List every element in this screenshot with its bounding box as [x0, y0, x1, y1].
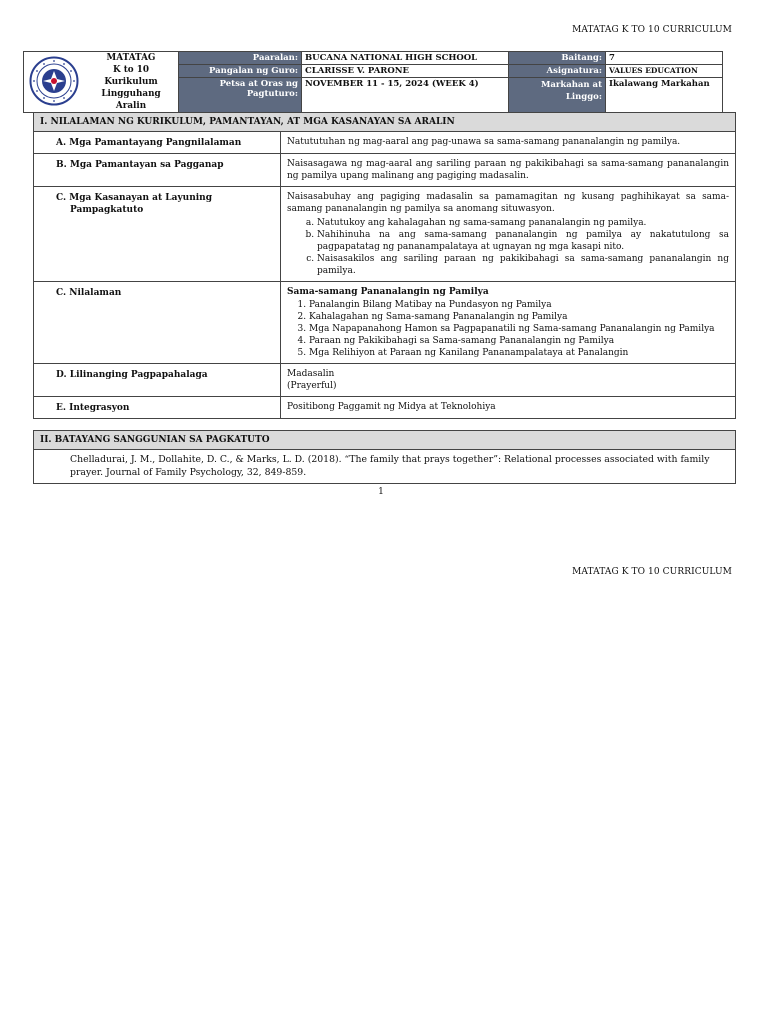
reference-entry: Chelladurai, J. M., Dollahite, D. C., & Marks, L. D. (2018). “The family that prays together”: Relational processes associated with family prayer. Journal of Family Psychology, 32, 849-859. — [34, 450, 736, 484]
asignatura-label: Asignatura: — [509, 65, 606, 78]
row-d-value — [281, 364, 736, 397]
row-nilalaman-label: C. Nilalaman — [34, 282, 281, 364]
list-item: c. Naisasakilos ang sariling paraan ng pakikibahagi sa sama-samang pananalangin ng pamilya. — [317, 253, 729, 277]
value-translation: (Prayerful) — [287, 381, 337, 391]
topics-list — [287, 299, 729, 359]
markahan-value: Ikalawang Markahan — [606, 78, 723, 113]
plan-title-line2: K to 10 Kurikulum — [104, 65, 158, 87]
running-header-page2: MATATAG K TO 10 CURRICULUM — [572, 567, 732, 577]
petsa-value: NOVEMBER 11 - 15, 2024 (WEEK 4) — [302, 78, 509, 113]
section1-heading: I. NILALAMAN NG KURIKULUM, PAMANTAYAN, AT MGA KASANAYAN SA ARALIN — [34, 113, 736, 132]
deped-seal-icon — [29, 56, 79, 106]
markahan-label: Markahan at Linggo: — [509, 78, 606, 113]
plan-title-line3: Lingguhang Aralin — [101, 89, 161, 111]
plan-title-line1: MATATAG — [106, 53, 156, 63]
row-c-value — [281, 187, 736, 282]
row-b-label: B. Mga Pamantayan sa Pagganap — [34, 154, 281, 187]
running-header: MATATAG K TO 10 CURRICULUM — [572, 25, 732, 35]
list-item: a. Natutukoy ang kahalagahan ng sama-samang pananalangin ng pamilya. — [317, 217, 729, 229]
objectives-list — [287, 217, 729, 277]
list-item: 1. Panalangin Bilang Matibay na Pundasyon ng Pamilya — [309, 299, 729, 311]
references-table — [33, 430, 736, 484]
nilalaman-title: Sama-samang Pananalangin ng Pamilya — [287, 287, 489, 297]
row-c-intro: Naisasabuhay ang pagiging madasalin sa pamamagitan ng kusang paghihikayat sa sama-samang pananalangin ng pamilya sa anomang situwasyon. — [287, 192, 729, 214]
list-item: 3. Mga Napapanahong Hamon sa Pagpapanatili ng Sama-samang Pananalangin ng Pamilya — [309, 323, 729, 335]
paaralan-value: BUCANA NATIONAL HIGH SCHOOL — [302, 52, 509, 65]
deped-seal — [24, 52, 85, 113]
list-item: 2. Kahalagahan ng Sama-samang Pananalangin ng Pamilya — [309, 311, 729, 323]
page-number: 1 — [378, 487, 384, 497]
row-d-label: D. Lilinanging Pagpapahalaga — [34, 364, 281, 397]
row-a-value: Natututuhan ng mag-aaral ang pag-unawa sa sama-samang pananalangin ng pamilya. — [281, 132, 736, 154]
baitang-value: 7 — [606, 52, 723, 65]
list-item: 5. Mga Relihiyon at Paraan ng Kanilang Pananampalataya at Panalangin — [309, 347, 729, 359]
list-item: 4. Paraan ng Pakikibahagi sa Sama-samang Pananalangin ng Pamilya — [309, 335, 729, 347]
row-e-value: Positibong Paggamit ng Midya at Teknolohiya — [281, 397, 736, 419]
row-c-label — [34, 187, 281, 282]
row-nilalaman-value — [281, 282, 736, 364]
petsa-label: Petsa at Oras ng Pagtuturo: — [179, 78, 302, 113]
baitang-label: Baitang: — [509, 52, 606, 65]
paaralan-label: Paaralan: — [179, 52, 302, 65]
list-item: b. Nahihinuha na ang sama-samang pananalangin ng pamilya ay nakatutulong sa pagpapatatag ng pananampalataya at ugnayan ng mga kasapi nito. — [317, 229, 729, 253]
row-e-label: E. Integrasyon — [34, 397, 281, 419]
plan-title — [84, 52, 179, 113]
row-a-label: A. Mga Pamantayang Pangnilalaman — [34, 132, 281, 154]
lesson-header-table — [23, 51, 723, 113]
value-word: Madasalin — [287, 369, 335, 379]
asignatura-value: VALUES EDUCATION — [606, 65, 723, 78]
guro-label: Pangalan ng Guro: — [179, 65, 302, 78]
row-c-label-text: C. Mga Kasanayan at Layuning Pampagkatuto — [56, 193, 213, 215]
curriculum-table — [33, 112, 736, 419]
section2-heading: II. BATAYANG SANGGUNIAN SA PAGKATUTO — [34, 431, 736, 450]
row-b-value: Naisasagawa ng mag-aaral ang sariling paraan ng pakikibahagi sa sama-samang pananalangin ng pamilya upang malinang ang pagiging madasalin. — [281, 154, 736, 187]
guro-value: CLARISSE V. PARONE — [302, 65, 509, 78]
